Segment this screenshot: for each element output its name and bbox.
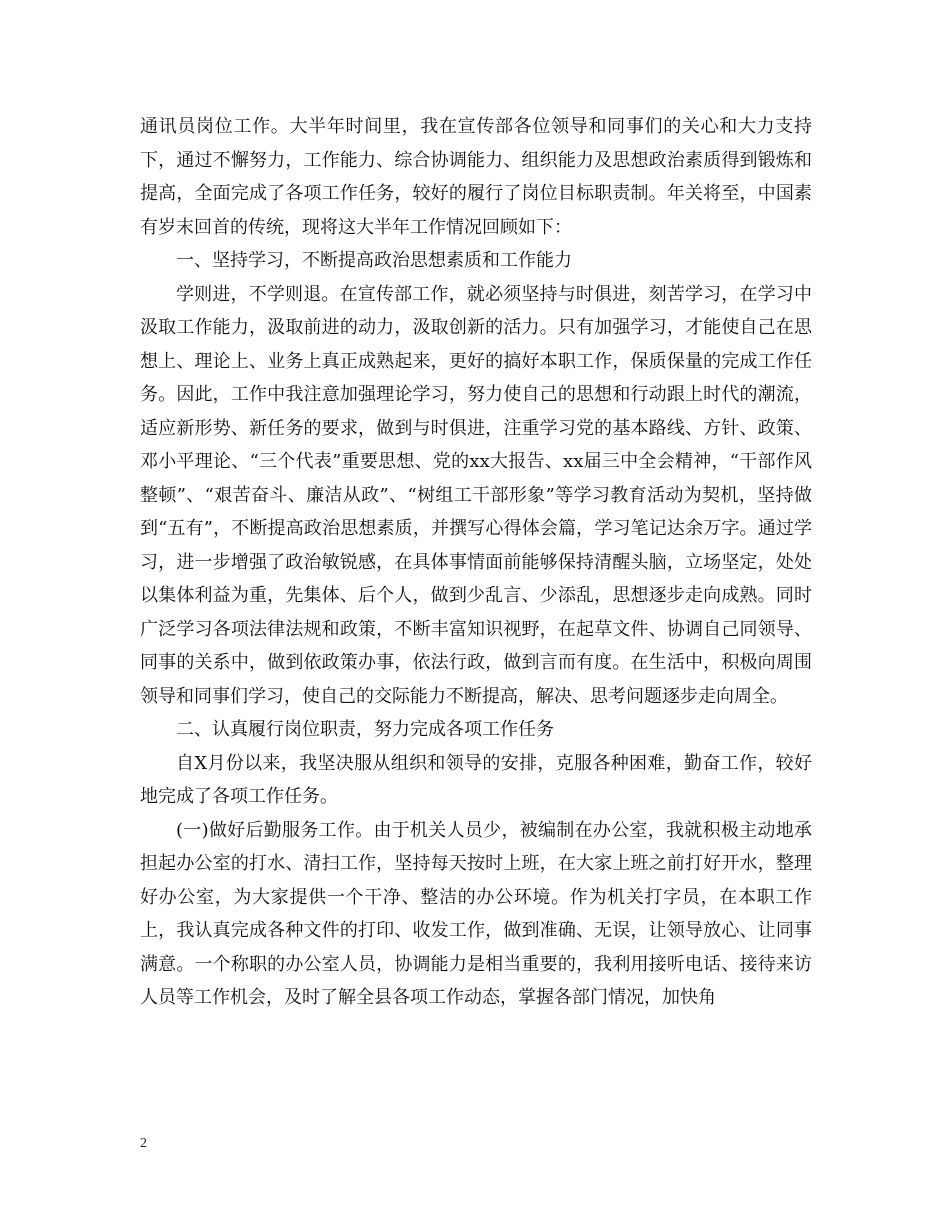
paragraph-continuation: 通讯员岗位工作。大半年时间里，我在宣传部各位领导和同事们的关心和大力支持下，通过不懈努力，工作能力、综合协调能力、组织能力及思想政治素质得到锻炼和提高，全面完成了各项工作任务，较好的履行了岗位目标职责制。年关将至，中国素有岁末回首的传统，现将这大半年工作情况回顾如下： — [140, 116, 812, 238]
paragraph-logistics: (一)做好后勤服务工作。由于机关人员少，被编制在办公室，我就积极主动地承担起办公室的打水、清扫工作，坚持每天按时上班，在大家上班之前打好开水，整理好办公室，为大家提供一个干净、整洁的办公环境。作为机关打字员，在本职工作上，我认真完成各种文件的打印、收发工作，做到准确、无误，让领导放心、让同事满意。一个称职的办公室人员，协调能力是相当重要的，我利用接听电话、接待来访人员等工作机会，及时了解全县各项工作动态，掌握各部门情况，加快角 — [140, 819, 812, 1008]
paragraph-since-month: 自X月份以来，我坚决服从组织和领导的安排，克服各种困难，勤奋工作，较好地完成了各项工作任务。 — [140, 752, 812, 807]
body-text — [140, 110, 812, 1015]
paragraph-study: 学则进，不学则退。在宣传部工作，就必须坚持与时俱进，刻苦学习，在学习中汲取工作能力，汲取前进的动力，汲取创新的活力。只有加强学习，才能使自己在思想上、理论上、业务上真正成熟起来，更好的搞好本职工作，保质保量的完成工作任务。因此，工作中我注意加强理论学习，努力使自己的思想和行动跟上时代的潮流，适应新形势、新任务的要求，做到与时俱进，注重学习党的基本路线、方针、政策、邓小平理论、“三个代表”重要思想、党的xx大报告、xx届三中全会精神，“干部作风整顿”、“艰苦奋斗、廉洁从政”、“树组工干部形象”等学习教育活动为契机，坚持做到“五有”，不断提高政治思想素质，并撰写心得体会篇，学习笔记达余万字。通过学习，进一步增强了政治敏锐感，在具体事情面前能够保持清醒头脑，立场坚定，处处以集体利益为重，先集体、后个人，做到少乱言、少添乱，思想逐步走向成熟。同时广泛学习各项法律法规和政策，不断丰富知识视野，在起草文件、协调自己同领导、同事的关系中，做到依政策办事，依法行政，做到言而有度。在生活中，积极向周围领导和同事们学习，使自己的交际能力不断提高，解决、思考问题逐步走向周全。 — [140, 283, 812, 707]
page-number: 2 — [140, 1136, 147, 1151]
section-heading-1: 一、坚持学习，不断提高政治思想素质和工作能力 — [176, 250, 572, 271]
section-heading-2: 二、认真履行岗位职责，努力完成各项工作任务 — [176, 719, 554, 740]
